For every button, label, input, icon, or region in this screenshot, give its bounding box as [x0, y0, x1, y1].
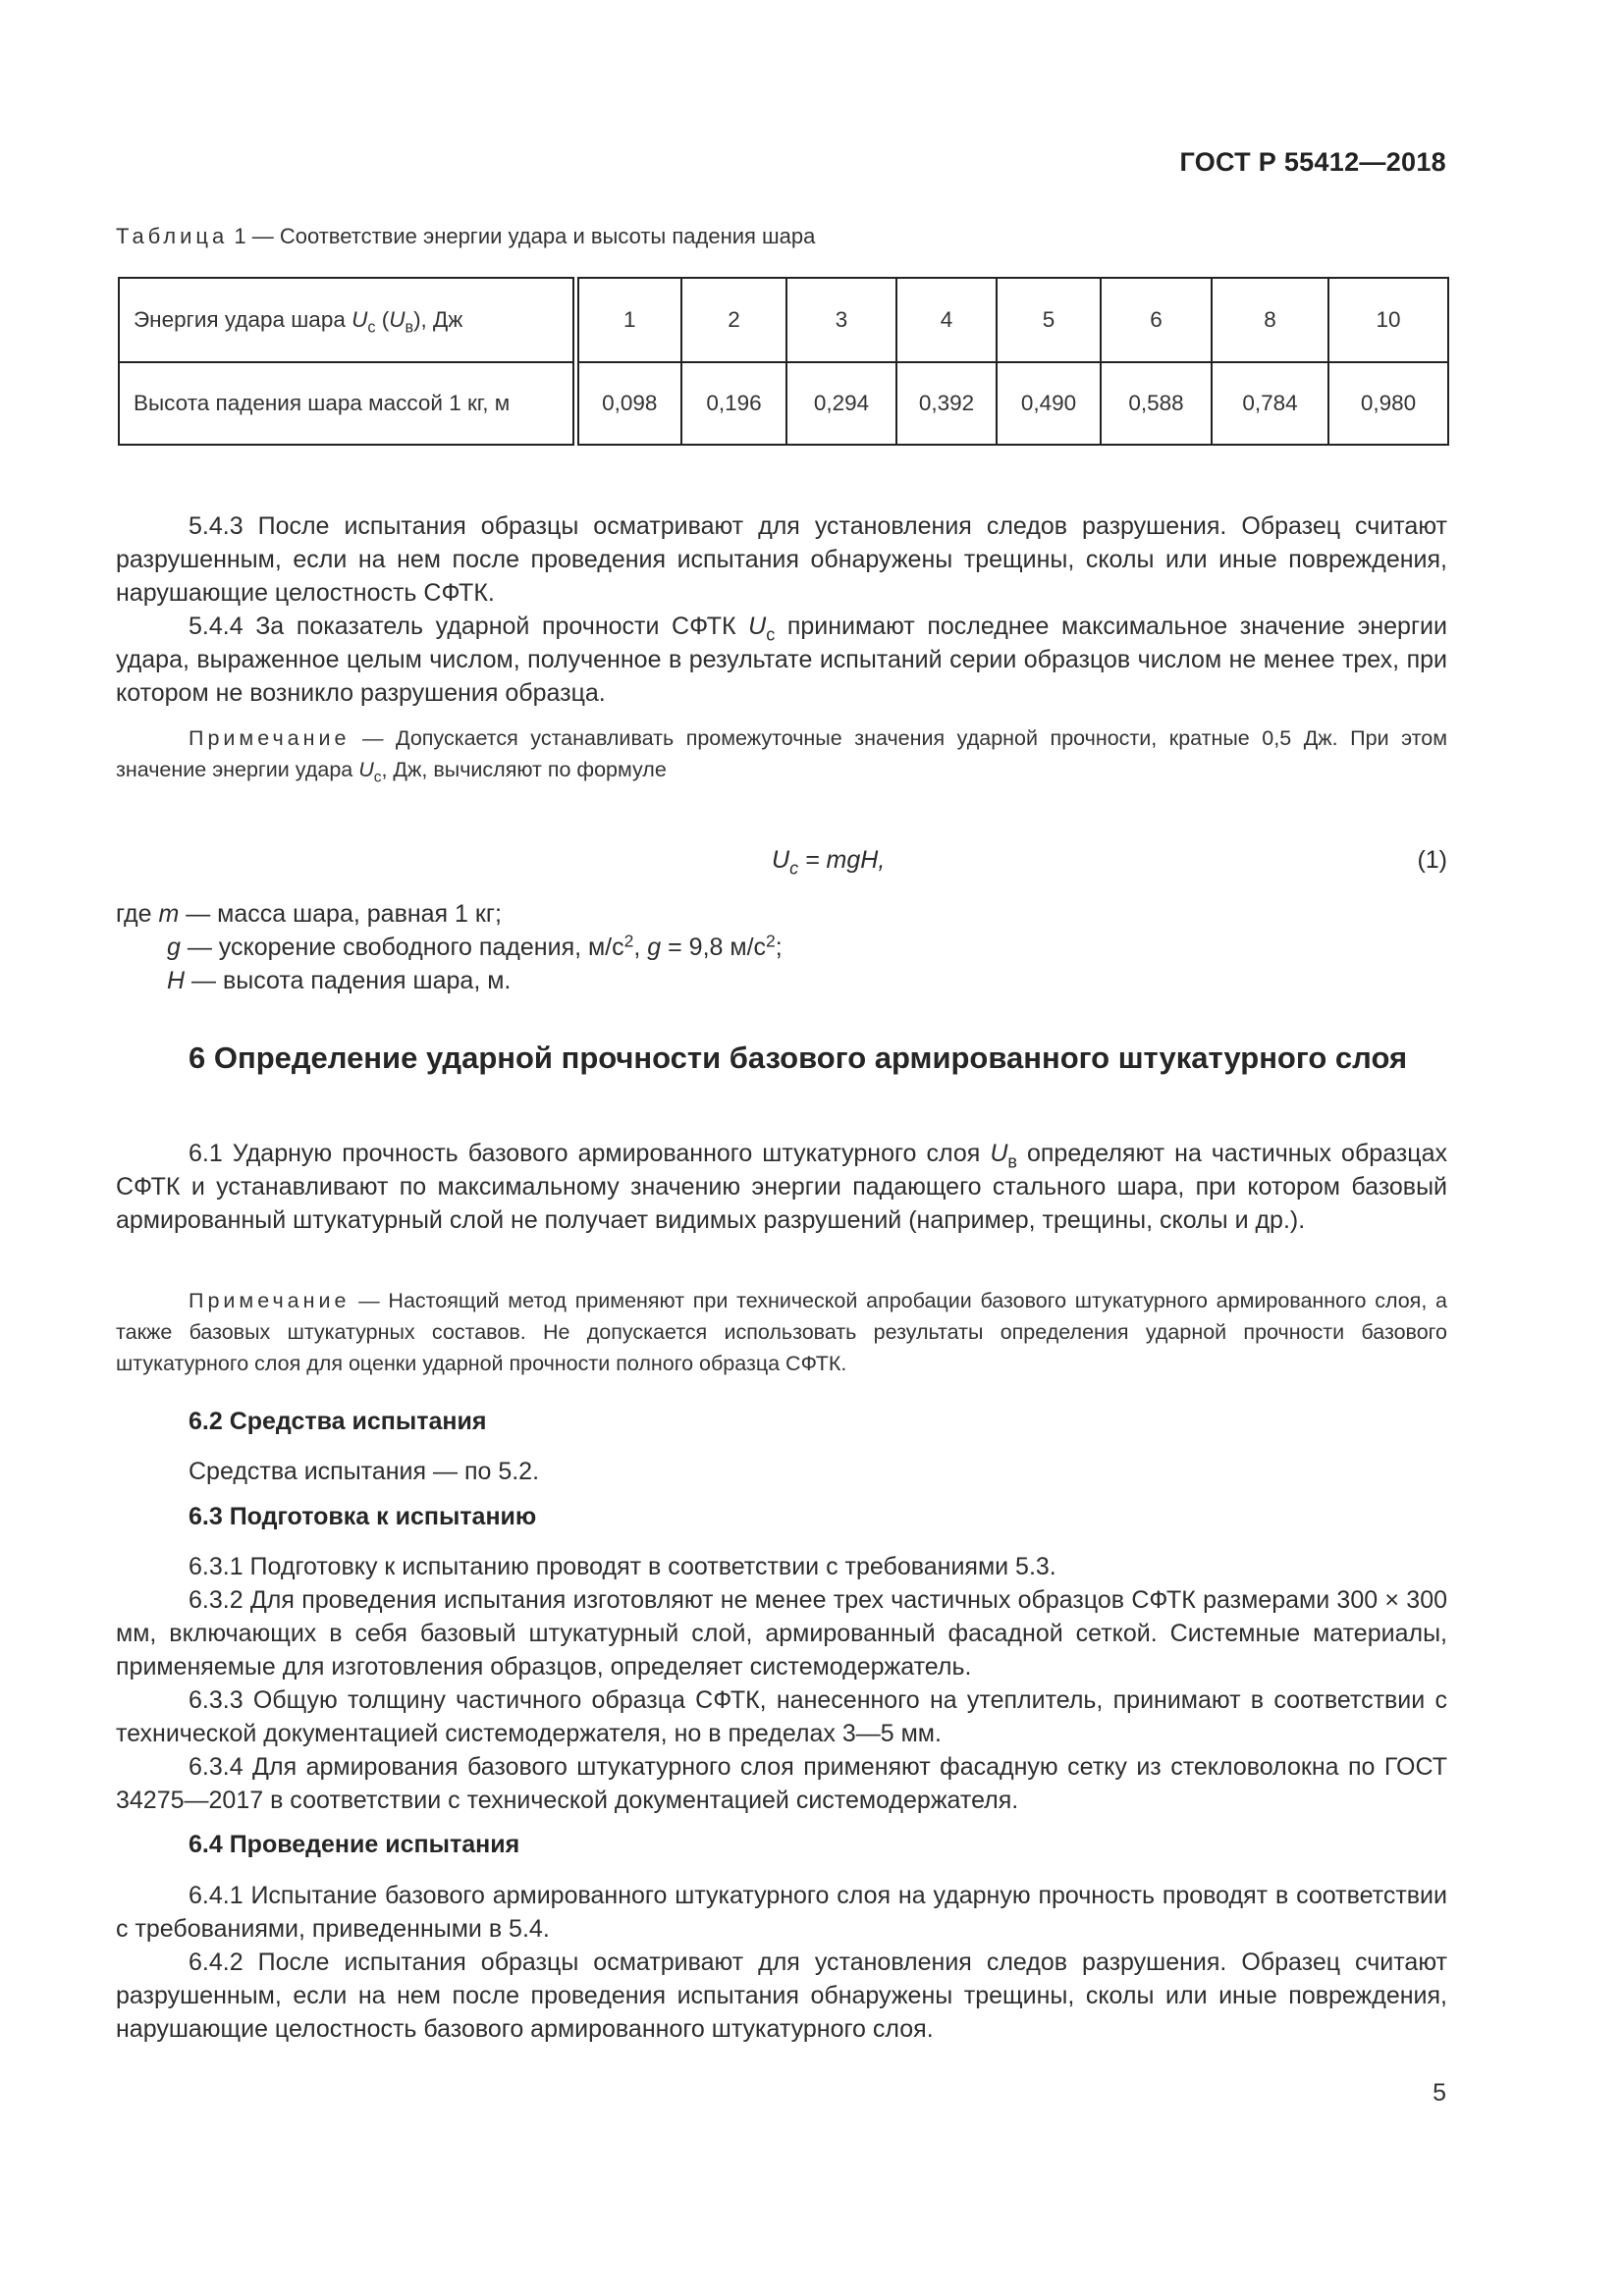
paragraph-5-4-3: 5.4.3 После испытания образцы осматривают для установления следов разрушения. Образец считают разрушенным, если на нем после проведения испытания обнаружены трещины, сколы или иные повреждения, нарушающие целостность СФТК. [116, 512, 1447, 607]
table-cell: 0,294 [786, 362, 896, 445]
table-cell: 3 [786, 278, 896, 362]
symbol-U: U [990, 1140, 1008, 1167]
table-caption [116, 224, 815, 249]
legend-H [116, 964, 783, 997]
formula-rhs: = mgH, [798, 846, 886, 874]
paragraphs-6-4 [116, 1879, 1447, 2046]
paragraphs-5-4 [116, 509, 1447, 710]
paragraphs-6-3 [116, 1550, 1447, 1817]
text: 6.1 Ударную прочность базового армированного штукатурного слоя [189, 1140, 991, 1167]
text: ; [775, 934, 783, 961]
subscript-c: с [373, 769, 382, 786]
paragraph-6-4-1: 6.4.1 Испытание базового армированного штукатурного слоя на ударную прочность проводят в соответствии с требованиями, приведенными в 5.4. [116, 1882, 1447, 1943]
paragraph-6-3-2: 6.3.2 Для проведения испытания изготовляют не менее трех частичных образцов СФТК размерами 300 × 300 мм, включающих в себя базовый штукатурный слой, армированный фасадной сеткой. Системные материалы, применяемые для изготовления образцов, определяет системодержатель. [116, 1586, 1447, 1681]
label-text: ), Дж [413, 307, 463, 332]
formula-expression [772, 846, 886, 879]
text: — высота падения шара, м. [185, 967, 512, 994]
text: где [116, 900, 159, 928]
paragraph-6-3-1: 6.3.1 Подготовку к испытанию проводят в соответствии с требованиями 5.3. [189, 1553, 1056, 1580]
legend-m [116, 897, 783, 931]
symbol-g: g [167, 934, 181, 961]
symbol-U: U [389, 307, 406, 332]
table-cell: 0,392 [896, 362, 997, 445]
text: определяют на частичных образцах СФТК и устанавливают по максимальному значению энергии падающего стального шара, при котором базовый армированный штукатурный слой не получает видимых разрушений (например, трещины, сколы и др.). [116, 1140, 1447, 1234]
table-cell: 1 [575, 278, 681, 362]
paragraph-6-3-3: 6.3.3 Общую толщину частичного образца СФТК, нанесенного на утеплитель, принимают в соответствии с технической документацией системодержателя, но в пределах 3—5 мм. [116, 1686, 1447, 1747]
energy-height-table [118, 277, 1449, 446]
note-method-scope [116, 1285, 1447, 1379]
note-text [116, 722, 1447, 785]
table-row-height [119, 362, 1448, 445]
table-caption-text: 1 — Соответствие энергии удара и высоты падения шара [228, 224, 816, 248]
subsection-6-2-title: 6.2 Средства испытания [189, 1408, 487, 1435]
text: принимают последнее максимальное значение энергии удара, выраженное целым числом, полученное в результате испытаний серии образцов числом не менее трех, при котором не возникло разрушения образца. [116, 613, 1447, 707]
symbol-U: U [748, 613, 767, 640]
legend-g [116, 931, 783, 964]
text: — Настоящий метод применяют при технической апробации базового штукатурного армированного слоя, а также базовых штукатурных составов. Не допускается использовать результаты определения ударной прочности базового штукатурного слоя для оценки ударной прочности полного образца СФТК. [116, 1289, 1447, 1375]
paragraph-6-3-4: 6.3.4 Для армирования базового штукатурного слоя применяют фасадную сетку из стекловолокна по ГОСТ 34275—2017 в соответствии с технической документацией системодержателя. [116, 1753, 1447, 1814]
table-cell: 0,588 [1101, 362, 1212, 445]
paragraph-6-1 [116, 1137, 1447, 1237]
formula-1 [116, 846, 1447, 880]
page-number: 5 [1433, 2079, 1446, 2107]
subscript-c: с [789, 858, 799, 879]
subscript-c: с [766, 624, 776, 645]
table-cell: 0,098 [575, 362, 681, 445]
note-label: Примечание [189, 1289, 351, 1312]
table-cell: 0,490 [997, 362, 1101, 445]
table-cell: 2 [681, 278, 786, 362]
label-text: Энергия удара шара [134, 307, 352, 332]
subscript-c: с [367, 318, 376, 337]
text: , [633, 934, 648, 961]
text: = 9,8 м/с [661, 934, 767, 961]
symbol-U: U [352, 307, 368, 332]
table-cell: 5 [997, 278, 1101, 362]
text: — Допускается устанавливать промежуточные значения ударной прочности, кратные 0,5 Дж. При этом значение энергии удара [116, 726, 1447, 781]
paragraph-5-4-4 [116, 610, 1447, 710]
section-6-title: 6 Определение ударной прочности базового армированного штукатурного слоя [189, 1041, 1408, 1075]
formula-legend [116, 897, 783, 997]
paragraph-6-4-2: 6.4.2 После испытания образцы осматривают для установления следов разрушения. Образец считают разрушенным, если на нем после проведения испытания обнаружены трещины, сколы или иные повреждения, нарушающие целостность базового армированного штукатурного слоя. [116, 1949, 1447, 2043]
symbol-g: g [647, 934, 662, 961]
table-caption-label: Таблица [116, 224, 229, 248]
text: , Дж, вычисляют по формуле [381, 758, 667, 781]
text: — ускорение свободного падения, м/с [180, 934, 624, 961]
table-row-energy [119, 278, 1448, 362]
label-text: ( [375, 307, 390, 332]
note-intermediate-values [116, 722, 1447, 785]
text: Средства испытания — по 5.2. [189, 1458, 540, 1485]
row-header-energy [119, 278, 575, 362]
table-cell: 0,784 [1212, 362, 1328, 445]
subscript-v: в [1007, 1151, 1017, 1172]
table-cell: 4 [896, 278, 997, 362]
symbol-U: U [772, 846, 790, 874]
paragraph-6-1-block [116, 1137, 1447, 1237]
table-cell: 8 [1212, 278, 1328, 362]
symbol-H: H [167, 967, 186, 994]
subsection-6-4-title: 6.4 Проведение испытания [189, 1831, 520, 1858]
table-cell: 10 [1328, 278, 1448, 362]
table-cell: 6 [1101, 278, 1212, 362]
superscript: 2 [623, 931, 634, 951]
symbol-U: U [358, 758, 374, 781]
standard-code-header: ГОСТ Р 55412—2018 [1179, 147, 1446, 177]
row-header-height: Высота падения шара массой 1 кг, м [119, 362, 575, 445]
table-cell: 0,980 [1328, 362, 1448, 445]
text: — масса шара, равная 1 кг; [179, 900, 502, 928]
subsection-6-3-title: 6.3 Подготовка к испытанию [189, 1503, 537, 1530]
formula-number: (1) [1417, 846, 1447, 874]
table-cell: 0,196 [681, 362, 786, 445]
superscript: 2 [766, 931, 776, 951]
subscript-v: в [405, 318, 414, 337]
note-text [116, 1285, 1447, 1379]
text: 5.4.4 За показатель ударной прочности СФТК [189, 613, 749, 640]
symbol-m: m [158, 900, 180, 928]
paragraph-6-2 [189, 1455, 1447, 1488]
note-label: Примечание [189, 726, 351, 750]
